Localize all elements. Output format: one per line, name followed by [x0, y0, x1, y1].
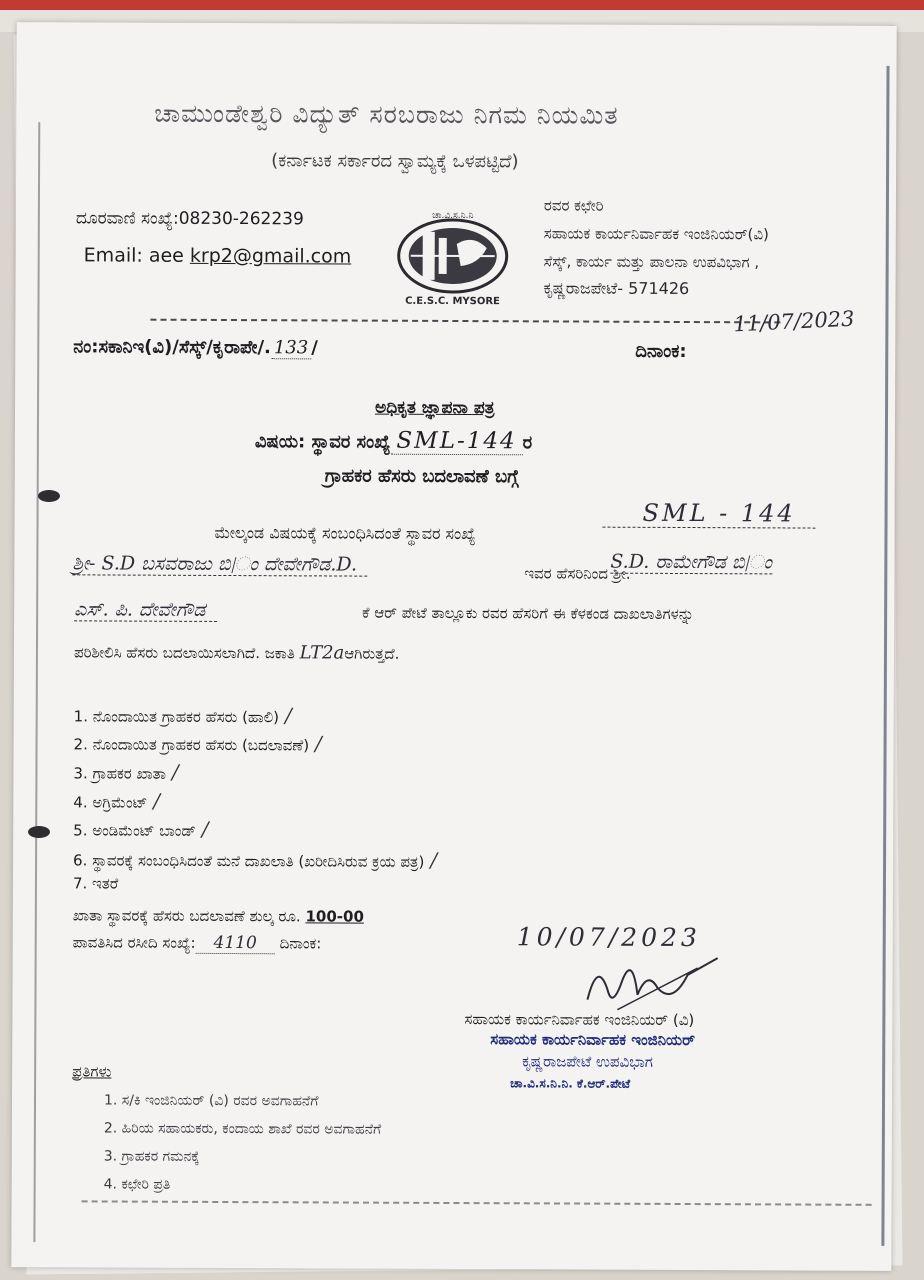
copies-heading: ಪ್ರತಿಗಳು — [72, 1062, 112, 1081]
document-item-3: 3. ಗ್ರಾಹಕರ ಖಾತಾ / — [73, 759, 179, 784]
receipt-number: 4110 — [196, 933, 275, 954]
subject-suffix: ರ — [522, 432, 533, 454]
phone-number: ದೂರವಾಣಿ ಸಂಖ್ಯೆ:08230-262239 — [75, 208, 304, 230]
document-item-2: 2. ನೊಂದಾಯಿತ ಗ್ರಾಹಕರ ಹೆಸರು (ಬದಲಾವಣೆ) / — [73, 731, 322, 756]
stamp-line-2: ಕೃಷ್ಣರಾಜಪೇಟೆ ಉಪವಿಭಾಗ — [522, 1052, 653, 1071]
organization-title: ಚಾಮುಂಡೇಶ್ವರಿ ವಿದ್ಯುತ್ ಸರಬರಾಜು ನಿಗಮ ನಿಯಮಿತ — [154, 98, 619, 130]
office-line-4: ಕೃಷ್ಣರಾಜಪೇಟೆ- 571426 — [543, 278, 690, 299]
verification-text — [74, 641, 400, 663]
document-item-5: 5. ಅಂಡಿಮೆಂಟ್ ಬಾಂಡ್ / — [73, 816, 209, 841]
date-label: ದಿನಾಂಕ: — [635, 340, 687, 363]
copy-item-3: 3. ಗ್ರಾಹಕರ ಗಮನಕ್ಕೆ — [103, 1148, 200, 1165]
date-value: 11/07/2023 — [732, 306, 855, 337]
logo-top-text: ಚಾ.ವಿ.ಸ.ನಿ.ನಿ — [432, 210, 474, 222]
verify-suffix: ಆಗಿರುತ್ತದೆ. — [344, 644, 400, 663]
cesc-logo — [382, 208, 522, 309]
document-item-7: 7. ಇತರೆ — [72, 874, 119, 893]
email-value: krp2@gmail.com — [189, 244, 352, 268]
receipt-line — [73, 932, 322, 953]
office-line-3: ಸೆಸ್ಕ್, ಕಾರ್ಯ ಮತ್ತು ಪಾಲನಾ ಉಪವಿಭಾಗ , — [543, 252, 760, 272]
subject-installation-number: SML-144 — [390, 428, 522, 456]
memo-title: ಅಧಿಕೃತ ಜ್ಞಾಪನಾ ಪತ್ರ — [374, 397, 495, 419]
copy-item-2: 2. ಹಿರಿಯ ಸಹಾಯಕರು, ಕಂದಾಯ ಶಾಖೆ ರವರ ಅವಗಾಹನೆಗೆ — [103, 1120, 382, 1138]
tariff-value: LT2a — [299, 642, 345, 664]
reference-value: 133 — [271, 337, 311, 359]
document-item-4: 4. ಅಗ್ರಿಮೆಂಟ್ / — [73, 788, 161, 813]
left-edge-line — [33, 122, 40, 1242]
logo-bottom-text: C.E.S.C. MYSORE — [405, 295, 500, 308]
receipt-label: ಪಾವತಿಸಿದ ರಸೀದಿ ಸಂಖ್ಯೆ: — [72, 933, 196, 952]
document-item-1: 1. ನೊಂದಾಯಿತ ಗ್ರಾಹಕರ ಹೆಸರು (ಹಾಲಿ) / — [73, 703, 292, 728]
copy-item-1: 1. ಸ/ಕಿ ಇಂಜಿನಿಯರ್ (ವಿ) ರವರ ಅವಗಾಹನೆಗೆ — [103, 1092, 319, 1110]
top-red-strip — [0, 0, 924, 10]
copy-item-4: 4. ಕಛೇರಿ ಪ್ರತಿ — [103, 1176, 171, 1193]
new-consumer-name-continued: ಎಸ್. ಪಿ. ದೇವೇಗೌಡ — [74, 598, 217, 622]
verify-label: ಪರಿಶೀಲಿಸಿ ಹೆಸರು ಬದಲಾಯಿಸಲಾಗಿದೆ. ಜಕಾತಿ — [73, 643, 295, 663]
receipt-date-label: ದಿನಾಂಕ: — [279, 934, 322, 953]
officer-signature — [577, 950, 737, 1021]
body-intro: ಮೇಲ್ಕಂಡ ವಿಷಯಕ್ಕೆ ಸಂಬಂಧಿಸಿದಂತೆ ಸ್ಥಾವರ ಸಂಖ್ಯೆ — [214, 522, 476, 544]
reference-label: ನಂ:ಸಕಾನಿಇ(ವಿ)/ಸೆಸ್ಕ್/ಕೃರಾಪೇ/. — [73, 336, 271, 359]
receipt-date: 10/07/2023 — [516, 922, 701, 953]
subject-line-2: ಗ್ರಾಹಕರ ಹೆಸರು ಬದಲಾವಣೆ ಬಗ್ಗೆ — [324, 465, 519, 488]
from-name-text: ಇವರ ಹೆಸರಿನಿಂದ ಶ್ರೀ. — [524, 564, 631, 583]
stamp-line-1: ಸಹಾಯಕ ಕಾರ್ಯನಿರ್ವಾಹಕ ಇಂಜಿನಿಯರ್ — [490, 1030, 695, 1050]
memo-document — [11, 22, 896, 1271]
fee-amount: 100-00 — [305, 907, 364, 926]
fee-line — [73, 906, 364, 925]
fee-text: ಖಾತಾ ಸ್ಥಾವರಕ್ಕೆ ಹೆಸರು ಬದಲಾವಣೆ ಶುಲ್ಕ ರೂ. — [72, 906, 301, 926]
subject-label: ವಿಷಯ: ಸ್ಥಾವರ ಸಂಖ್ಯೆ — [254, 431, 391, 453]
punch-hole-top — [38, 490, 60, 502]
right-edge-line — [881, 66, 889, 1246]
old-consumer-name: ಶ್ರೀ- S.D ಬಸವರಾಜು ಬಿ|ಂ ದೇವೇಗೌಡ.D. — [72, 552, 367, 576]
taluk-text: ಕೆ ಆರ್ ಪೇಟೆ ತಾಲ್ಲೂಕು ರವರ ಹೆಸರಿಗೆ ಈ ಕೆಳಕಂಡ ದಾಖಲಾತಿಗಳನ್ನು — [362, 603, 695, 624]
signatory-designation: ಸಹಾಯಕ ಕಾರ್ಯನಿರ್ವಾಹಕ ಇಂಜಿನಿಯರ್ (ವಿ) — [464, 1010, 695, 1030]
email-address — [84, 244, 352, 267]
body-installation-number: SML - 144 — [603, 499, 816, 529]
header-separator — [150, 319, 780, 324]
bottom-separator — [82, 1200, 872, 1205]
reference-number: ನಂ:ಸಕಾನಿಇ(ವಿ)/ಸೆಸ್ಕ್/ಕೃರಾಪೇ/. 133 / — [73, 336, 318, 359]
new-consumer-name: S.D. ರಾಮೇಗೌಡ ಬಿ|ಂ — [610, 550, 772, 574]
office-line-2: ಸಹಾಯಕ ಕಾರ್ಯನಿರ್ವಾಹಕ ಇಂಜಿನಿಯರ್(ವಿ) — [543, 224, 769, 244]
subject-line — [255, 427, 532, 454]
stamp-line-3: ಚಾ.ವಿ.ಸ.ನಿ.ನಿ. ಕೆ.ಆರ್.ಪೇಟೆ — [510, 1076, 631, 1091]
document-item-6: 6. ಸ್ಥಾವರಕ್ಕೆ ಸಂಬಂಧಿಸಿದಂತೆ ಮನೆ ದಾಖಲಾತಿ (ಖರೀದಿಸಿರುವ ಕ್ರಯ ಪತ್ರ) / — [73, 847, 438, 872]
organization-subtitle: (ಕರ್ನಾಟಕ ಸರ್ಕಾರದ ಸ್ವಾಮ್ಯಕ್ಕೆ ಒಳಪಟ್ಟಿದೆ) — [271, 150, 519, 173]
email-label: Email: aee — [83, 244, 190, 267]
office-line-1: ರವರ ಕಛೇರಿ — [543, 196, 604, 215]
punch-hole-bottom — [28, 826, 50, 838]
